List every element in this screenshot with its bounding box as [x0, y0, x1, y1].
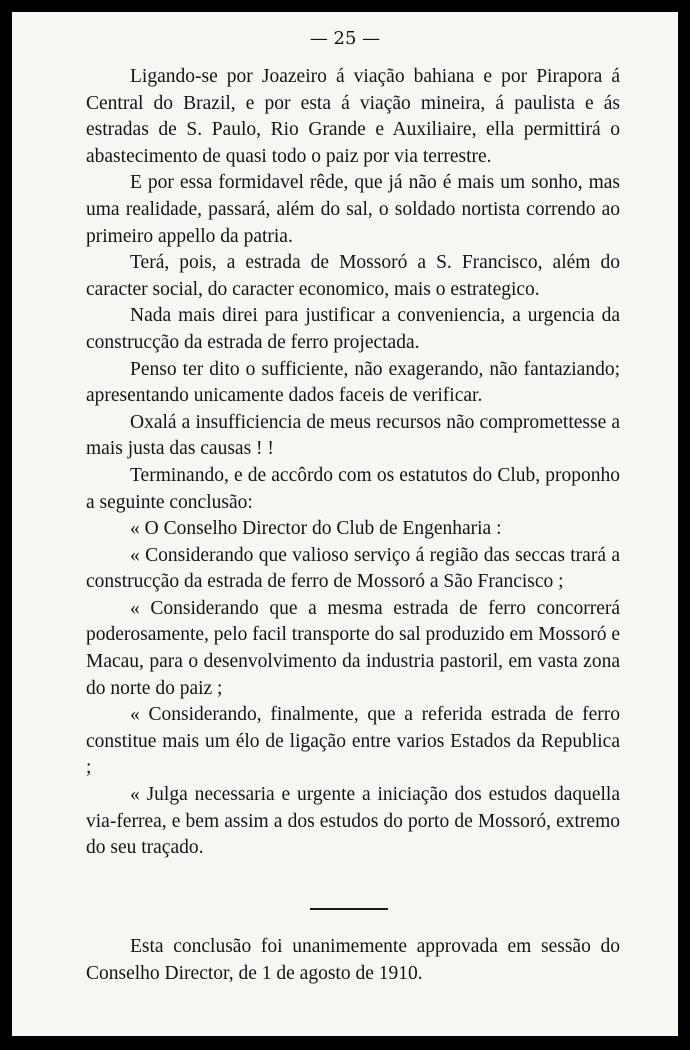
closing-paragraph: Esta conclusão foi unanimemente approvada em sessão do Conselho Director, de 1 de agosto de 1910. [86, 936, 620, 984]
paragraph: Penso ter dito o sufficiente, não exagerando, não fantaziando; apresentando unicamente dados faceis de verificar. [86, 358, 620, 407]
paragraph: Oxalá a insufficiencia de meus recursos não compromettesse a mais justa das causas ! ! [86, 411, 620, 460]
page-number: — 25 — [309, 28, 381, 49]
paragraph: Nada mais direi para justificar a conveniencia, a urgencia da construcção da estrada de ferro projectada. [86, 305, 620, 353]
closing-note [86, 934, 620, 987]
paragraph: « Considerando que valioso serviço á região das seccas trará a construcção da estrada de ferro de Mossoró a São Francisco ; [86, 544, 620, 593]
body-text [86, 64, 620, 862]
paragraph: « Considerando que a mesma estrada de ferro concorrerá poderosamente, pelo facil transporte do sal produzido em Mossoró e Macau, para o desenvolvimento da industria pastoril, em vasta zona do norte do paiz ; [86, 597, 620, 699]
paragraph: Ligando-se por Joazeiro á viação bahiana e por Pirapora á Central do Brazil, e por esta á viação mineira, á paulista e ás estradas de S. Paulo, Rio Grande e Auxiliaire, ella permittirá o abastecimento de quasi todo o paiz por via terrestre. [86, 66, 620, 167]
paragraph: Terá, pois, a estrada de Mossoró a S. Francisco, além do caracter social, do caracter economico, mais o estrategico. [86, 252, 620, 300]
book-page [12, 12, 678, 1036]
paragraph: « O Conselho Director do Club de Engenharia : [130, 518, 502, 540]
paragraph: « Considerando, finalmente, que a referida estrada de ferro constitue mais um élo de ligação entre varios Estados da Republica ; [86, 704, 620, 779]
paragraph: Terminando, e de accôrdo com os estatutos do Club, proponho a seguinte conclusão: [86, 464, 620, 513]
paragraph: E por essa formidavel rêde, que já não é mais um sonho, mas uma realidade, passará, além do sal, o soldado nortista correndo ao primeiro appello da patria. [86, 172, 620, 247]
section-divider [310, 908, 388, 910]
paragraph: « Julga necessaria e urgente a iniciação dos estudos daquella via-ferrea, e bem assim a dos estudos do porto de Mossoró, extremo do seu traçado. [86, 784, 620, 859]
